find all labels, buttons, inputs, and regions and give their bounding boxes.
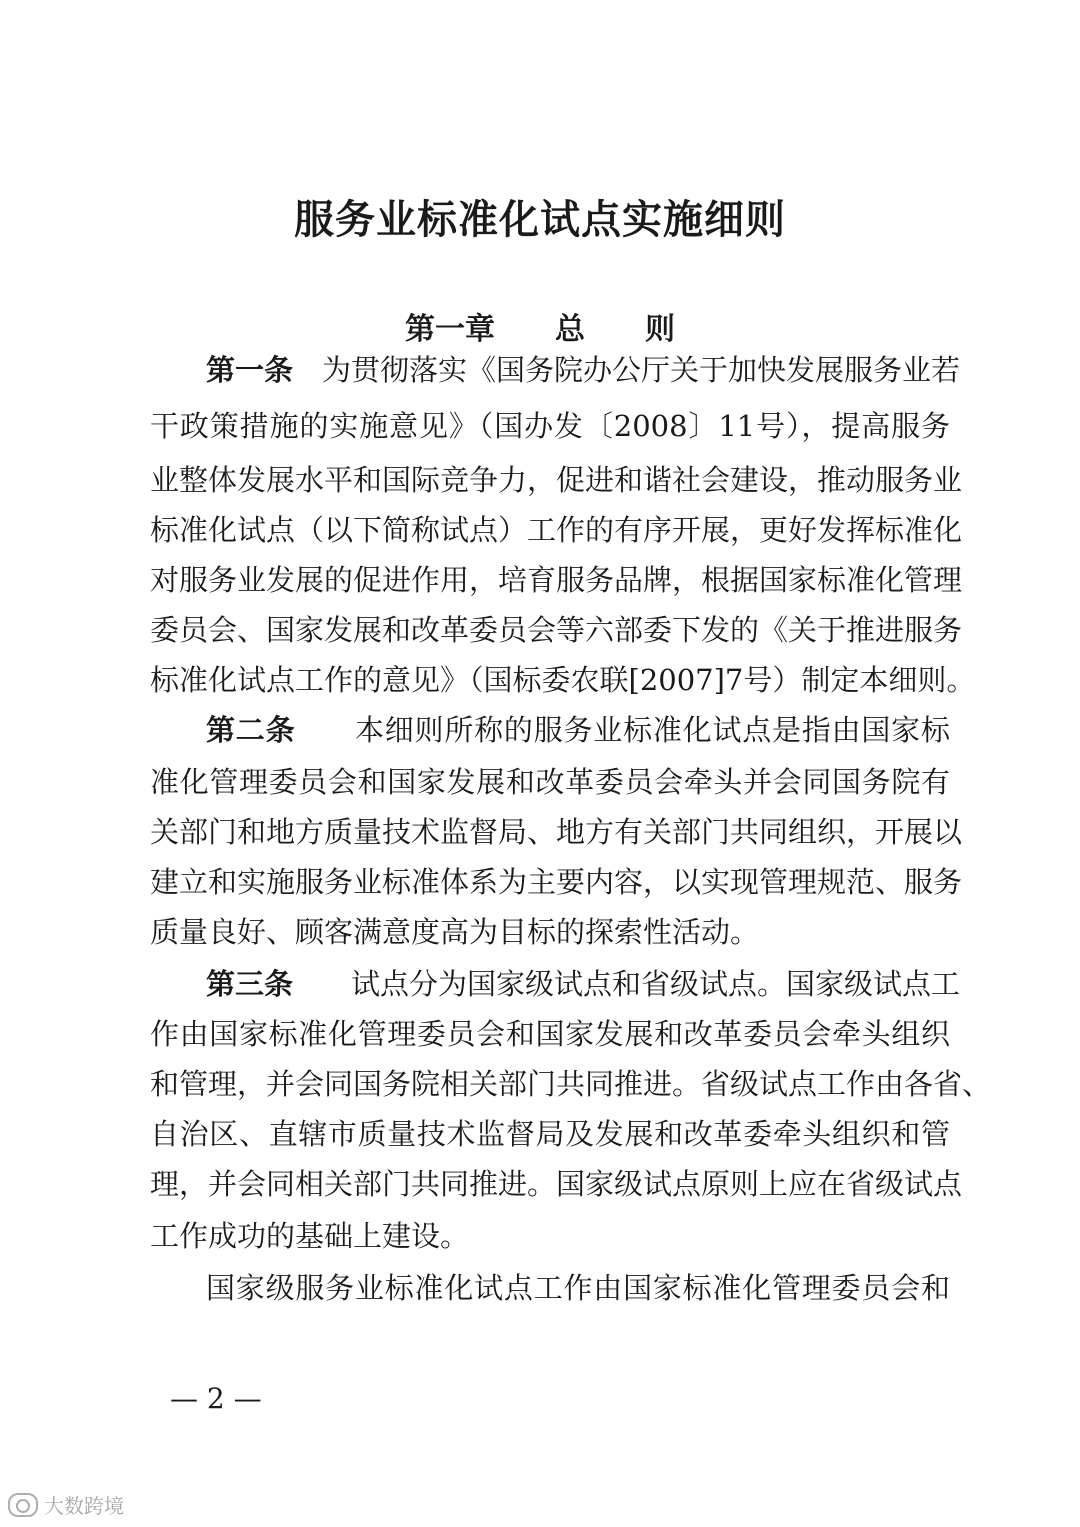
article-1-line: 标准化试点（以下简称试点）工作的有序开展，更好发挥标准化 [150, 513, 963, 547]
article-3-line: 和管理，并会同国务院相关部门共同推进。省级试点工作由各省、 [150, 1067, 992, 1101]
article-1-label: 第一条 [206, 353, 294, 387]
article-2-line: 关部门和地方质量技术监督局、地方有关部门共同组织，开展以 [150, 815, 963, 849]
document-title: 服务业标准化试点实施细则 [294, 196, 786, 243]
paragraph-4-first-line: 国家级服务业标准化试点工作由国家标准化管理委员会和 [206, 1271, 950, 1305]
article-3-line: 工作成功的基础上建设。 [150, 1219, 470, 1253]
article-2-line: 质量良好、顾客满意度高为目标的探索性活动。 [150, 915, 760, 949]
article-1-line: 标准化试点工作的意见》（国标委农联[2007]7号）制定本细则。 [150, 663, 976, 697]
article-3-line: 作由国家标准化管理委员会和国家发展和改革委员会牵头组织 [150, 1017, 950, 1051]
article-3-line: 理，并会同相关部门共同推进。国家级试点原则上应在省级试点 [150, 1167, 963, 1201]
article-1-line: 业整体发展水平和国际竞争力，促进和谐社会建设，推动服务业 [150, 463, 963, 497]
article-1-text: 为贯彻落实《国务院办公厅关于加快发展服务业若 [293, 353, 961, 387]
article-3-first-line [206, 964, 961, 1004]
watermark-text: 大数跨境 [44, 1494, 124, 1518]
page-number: — 2 — [170, 1382, 262, 1415]
article-1-line: 干政策措施的实施意见》（国办发〔2008〕11号），提高服务 [150, 409, 950, 443]
article-3-label: 第三条 [206, 967, 294, 1001]
watermark [8, 1490, 124, 1519]
article-2-line: 准化管理委员会和国家发展和改革委员会牵头并会同国务院有 [150, 765, 950, 799]
article-1-first-line [206, 350, 961, 390]
article-2-text: 本细则所称的服务业标准化试点是指由国家标 [295, 713, 950, 747]
watermark-logo-icon [8, 1493, 38, 1517]
article-2-label: 第二条 [206, 713, 296, 747]
chapter-title: 第一章 总 则 [405, 312, 675, 347]
article-2-line: 建立和实施服务业标准体系为主要内容，以实现管理规范、服务 [150, 865, 963, 899]
article-1-line: 对服务业发展的促进作用，培育服务品牌，根据国家标准化管理 [150, 563, 963, 597]
article-2-first-line [206, 710, 950, 750]
article-1-line: 委员会、国家发展和改革委员会等六部委下发的《关于推进服务 [150, 613, 963, 647]
article-3-line: 自治区、直辖市质量技术监督局及发展和改革委牵头组织和管 [150, 1117, 950, 1151]
article-3-text: 试点分为国家级试点和省级试点。国家级试点工 [293, 967, 961, 1001]
